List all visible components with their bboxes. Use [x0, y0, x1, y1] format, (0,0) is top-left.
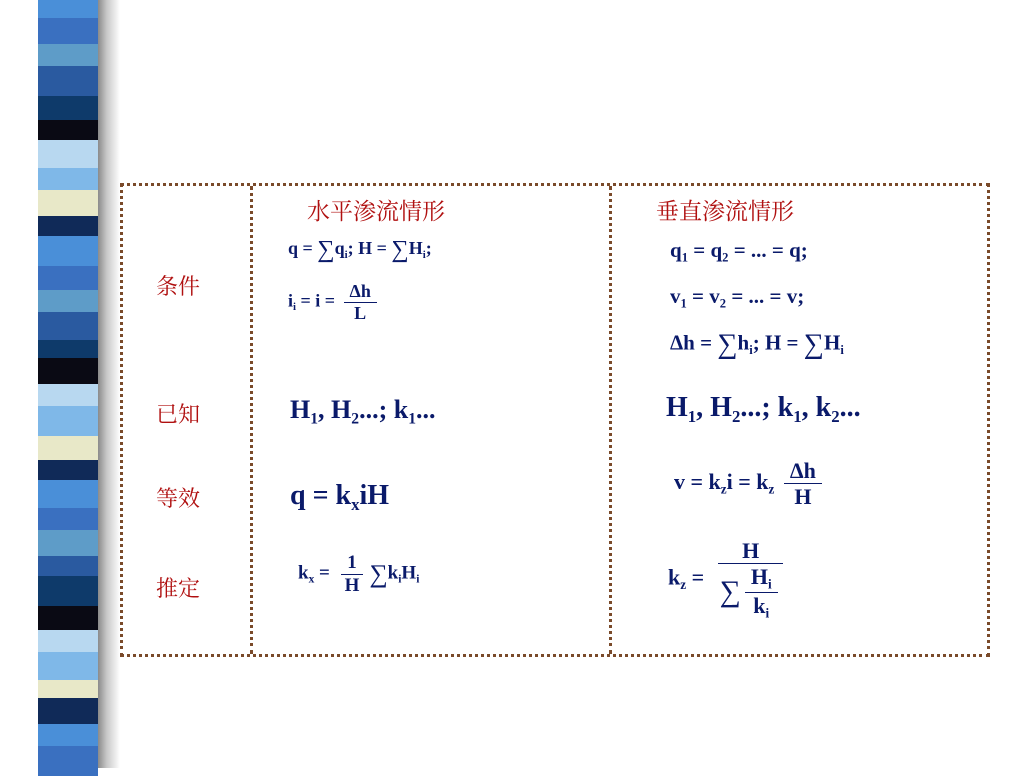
- formula-v-derived: $k_z$ = H ∑ $\frac{H_i}{k_i}$: [668, 538, 792, 621]
- stripe-segment: [38, 290, 98, 312]
- stripe-segment: [38, 236, 98, 266]
- formula-v-known: $H_1$, $H_2$...; $k_1$, $k_2$...: [666, 392, 861, 426]
- stripe-segment: [38, 436, 98, 460]
- formula-h-known: $H_1$, $H_2$...; $k_1$...: [290, 395, 436, 428]
- stripe-segment: [38, 746, 98, 776]
- row-label-equivalent: 等效: [156, 487, 201, 512]
- stripe-segment: [38, 576, 98, 606]
- table-divider-2: [609, 186, 612, 654]
- row-label-known: 已知: [156, 403, 201, 428]
- stripe-segment: [38, 480, 98, 508]
- stripe-segment: [38, 120, 98, 140]
- stripe-segment: [38, 460, 98, 480]
- stripe-segment: [38, 652, 98, 680]
- stripe-shadow: [98, 0, 120, 768]
- stripe-segment: [38, 168, 98, 190]
- formula-h-equivalent: $q = k_xiH$: [290, 480, 390, 514]
- stripe-segment: [38, 606, 98, 630]
- stripe-segment: [38, 630, 98, 652]
- formula-v-conditions-3: $\Delta h = \sum h_i$; $H = \sum H_i$: [670, 329, 844, 360]
- stripe-segment: [38, 724, 98, 746]
- stripe-segment: [38, 312, 98, 340]
- formula-v-conditions-1: $q_1 = q_2$ = ... = q;: [670, 238, 808, 265]
- formula-v-equivalent: $v = k_zi = k_z$ $\frac{\Delta h}{H}$: [674, 458, 826, 510]
- stripe-segment: [38, 530, 98, 556]
- stripe-segment: [38, 66, 98, 96]
- header-vertical-seepage: 垂直渗流情形: [656, 199, 794, 225]
- stripe-segment: [38, 556, 98, 576]
- stripe-segment: [38, 508, 98, 530]
- formula-h-conditions-2: $i_i = i$ = $\frac{\Delta h}{L}$: [288, 281, 381, 323]
- formula-v-conditions-2: $v_1 = v_2$ = ... = v;: [670, 284, 805, 311]
- stripe-segment: [38, 358, 98, 384]
- stripe-segment: [38, 698, 98, 724]
- formula-h-conditions-1: $q = \sum q_i$; $H = \sum H_i$;: [288, 236, 432, 263]
- stripe-segment: [38, 44, 98, 66]
- stripe-segment: [38, 216, 98, 236]
- stripe-segment: [38, 18, 98, 44]
- decorative-stripe-bar: [38, 0, 98, 768]
- stripe-segment: [38, 340, 98, 358]
- stripe-segment: [38, 140, 98, 168]
- row-label-conditions: 条件: [156, 275, 201, 300]
- stripe-segment: [38, 266, 98, 290]
- stripe-segment: [38, 96, 98, 120]
- header-horizontal-seepage: 水平渗流情形: [307, 199, 445, 225]
- formula-h-derived: $k_x$ = $\frac{1}{H}$ $\sum k_iH_i$: [298, 552, 420, 596]
- table-divider-1: [250, 186, 253, 654]
- stripe-segment: [38, 384, 98, 406]
- stripe-segment: [38, 190, 98, 216]
- stripe-segment: [38, 0, 98, 18]
- stripe-segment: [38, 680, 98, 698]
- stripe-segment: [38, 406, 98, 436]
- row-label-derived: 推定: [156, 577, 201, 602]
